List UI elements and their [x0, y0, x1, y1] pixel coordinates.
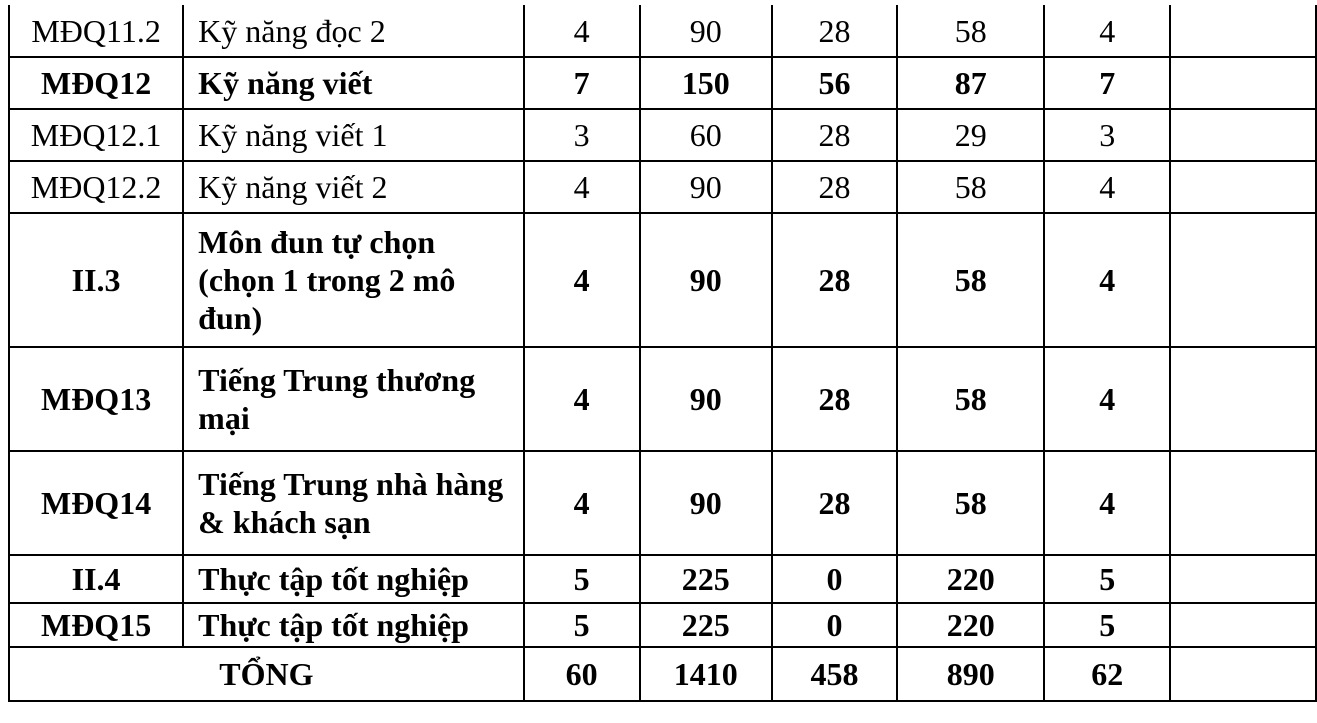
note-cell: [1170, 5, 1316, 57]
table-row: [9, 57, 1316, 109]
table-row: [9, 451, 1316, 555]
exam-hours-cell: 4: [1044, 5, 1170, 57]
total-note-cell: [1170, 647, 1316, 701]
practice-hours-cell: 58: [897, 213, 1044, 347]
total-hours-cell: 60: [640, 109, 772, 161]
practice-hours-cell: 87: [897, 57, 1044, 109]
credits-cell: 7: [524, 57, 640, 109]
theory-hours-cell: 56: [772, 57, 897, 109]
note-cell: [1170, 603, 1316, 647]
theory-hours-cell: 28: [772, 451, 897, 555]
note-cell: [1170, 451, 1316, 555]
theory-hours-cell: 28: [772, 161, 897, 213]
credits-cell: 5: [524, 603, 640, 647]
curriculum-table-container: [8, 5, 1317, 702]
note-cell: [1170, 213, 1316, 347]
module-name: Thực tập tốt nghiệp: [183, 555, 524, 603]
module-name: Kỹ năng viết: [183, 57, 524, 109]
module-name: Kỹ năng đọc 2: [183, 5, 524, 57]
table-row: [9, 161, 1316, 213]
module-code: MĐQ12: [9, 57, 183, 109]
practice-hours-cell: 29: [897, 109, 1044, 161]
note-cell: [1170, 109, 1316, 161]
note-cell: [1170, 555, 1316, 603]
credits-cell: 4: [524, 347, 640, 451]
theory-hours-cell: 28: [772, 5, 897, 57]
credits-cell: 4: [524, 451, 640, 555]
credits-cell: 4: [524, 161, 640, 213]
total-hours-cell: 90: [640, 451, 772, 555]
module-code: II.3: [9, 213, 183, 347]
total-row: [9, 647, 1316, 701]
module-code: MĐQ12.2: [9, 161, 183, 213]
credits-cell: 3: [524, 109, 640, 161]
exam-hours-cell: 3: [1044, 109, 1170, 161]
total-hours-cell: 90: [640, 213, 772, 347]
exam-hours-cell: 4: [1044, 451, 1170, 555]
total-hours-cell: 90: [640, 347, 772, 451]
credits-cell: 4: [524, 213, 640, 347]
exam-hours-cell: 5: [1044, 555, 1170, 603]
theory-hours-cell: 28: [772, 347, 897, 451]
module-name: Tiếng Trung thương mại: [183, 347, 524, 451]
module-name: Kỹ năng viết 2: [183, 161, 524, 213]
table-row: [9, 5, 1316, 57]
total-hours-cell: 150: [640, 57, 772, 109]
module-name: Kỹ năng viết 1: [183, 109, 524, 161]
module-name: Tiếng Trung nhà hàng & khách sạn: [183, 451, 524, 555]
total-credits-cell: 60: [524, 647, 640, 701]
note-cell: [1170, 347, 1316, 451]
theory-hours-cell: 0: [772, 603, 897, 647]
total-hours-cell: 90: [640, 161, 772, 213]
exam-hours-cell: 4: [1044, 161, 1170, 213]
total-hours-sum-cell: 1410: [640, 647, 772, 701]
module-code: II.4: [9, 555, 183, 603]
practice-hours-cell: 58: [897, 347, 1044, 451]
table-row: [9, 109, 1316, 161]
exam-hours-cell: 4: [1044, 347, 1170, 451]
exam-hours-cell: 4: [1044, 213, 1170, 347]
credits-cell: 4: [524, 5, 640, 57]
total-hours-cell: 225: [640, 555, 772, 603]
total-theory-cell: 458: [772, 647, 897, 701]
note-cell: [1170, 57, 1316, 109]
note-cell: [1170, 161, 1316, 213]
module-code: MĐQ14: [9, 451, 183, 555]
theory-hours-cell: 28: [772, 213, 897, 347]
total-exam-cell: 62: [1044, 647, 1170, 701]
curriculum-table: [8, 5, 1317, 702]
module-code: MĐQ13: [9, 347, 183, 451]
module-name: Thực tập tốt nghiệp: [183, 603, 524, 647]
exam-hours-cell: 7: [1044, 57, 1170, 109]
exam-hours-cell: 5: [1044, 603, 1170, 647]
credits-cell: 5: [524, 555, 640, 603]
theory-hours-cell: 28: [772, 109, 897, 161]
practice-hours-cell: 220: [897, 555, 1044, 603]
theory-hours-cell: 0: [772, 555, 897, 603]
total-label: TỔNG: [9, 647, 524, 701]
table-row: [9, 555, 1316, 603]
total-hours-cell: 90: [640, 5, 772, 57]
module-code: MĐQ15: [9, 603, 183, 647]
module-code: MĐQ12.1: [9, 109, 183, 161]
total-practice-cell: 890: [897, 647, 1044, 701]
practice-hours-cell: 220: [897, 603, 1044, 647]
module-code: MĐQ11.2: [9, 5, 183, 57]
practice-hours-cell: 58: [897, 161, 1044, 213]
module-name: Môn đun tự chọn (chọn 1 trong 2 mô đun): [183, 213, 524, 347]
table-row: [9, 213, 1316, 347]
table-row: [9, 347, 1316, 451]
table-row: [9, 603, 1316, 647]
practice-hours-cell: 58: [897, 451, 1044, 555]
total-hours-cell: 225: [640, 603, 772, 647]
practice-hours-cell: 58: [897, 5, 1044, 57]
